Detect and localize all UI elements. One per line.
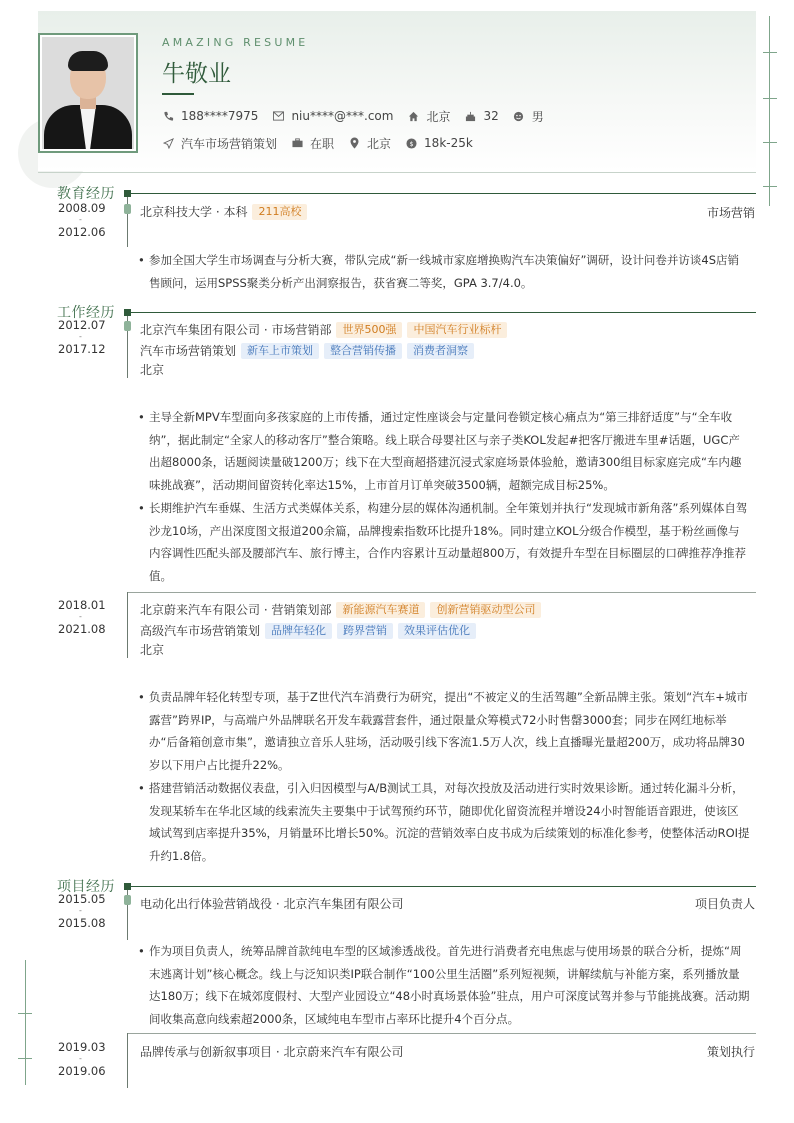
- decor-tick: [763, 98, 777, 99]
- date-start: 2008.09: [58, 201, 106, 215]
- timeline-node: [124, 321, 131, 331]
- project-title: 电动化出行体验营销战役 · 北京汽车集团有限公司: [140, 897, 404, 911]
- city-value: 北京: [426, 109, 451, 124]
- date-end: 2017.12: [58, 342, 106, 356]
- money-icon: [405, 137, 417, 149]
- section-divider: [131, 312, 756, 313]
- target-position-value: 汽车市场营销策划: [181, 136, 278, 151]
- timeline-node: [124, 895, 131, 905]
- work-position: [140, 342, 474, 359]
- work-bullet: • 长期维护汽车垂媒、生活方式类媒体关系，构建分层的媒体沟通机制。全年策划并执行“发现城市新角落”系列媒体自驾沙龙10场，产出深度图文报道200余篇，品牌搜索指数环比提升18%。同时建立KOL分级合作模型，基于粉丝画像与内容调性匹配头部及腰部汽车、旅行博主，合作内容累计互动量超800万，有效提升车型在目标圈层的口碑推荐净推荐值。: [138, 497, 750, 587]
- gender-value: 男: [531, 109, 544, 124]
- gender-item: [513, 108, 544, 125]
- position-name: 汽车市场营销策划: [140, 344, 237, 358]
- date-separator: -: [79, 906, 82, 915]
- position-tag: 新车上市策划: [241, 343, 319, 359]
- section-node: [124, 190, 131, 197]
- status-value: 在职: [310, 136, 335, 151]
- status-item: [291, 135, 334, 152]
- phone-value: 188****7975: [181, 109, 259, 123]
- salary-item: [405, 136, 473, 150]
- section-divider: [131, 886, 756, 887]
- decor-tick: [18, 1058, 32, 1059]
- entry-divider: [128, 1033, 756, 1034]
- decor-tick: [763, 52, 777, 53]
- job-intent-row: [162, 134, 487, 152]
- gender-icon: [513, 110, 525, 122]
- section-node: [124, 309, 131, 316]
- position-tag: 消费者洞察: [407, 343, 474, 359]
- date-end: 2015.08: [58, 916, 106, 930]
- age-value: 32: [483, 109, 499, 123]
- work-bullet: • 搭建营销活动数据仪表盘，引入归因模型与A/B测试工具，对每次投放及活动进行实时效果诊断。通过转化漏斗分析，发现某轿车在华北区域的线索流失主要集中于试驾预约环节，随即优化留资流程并增设24小时智能语音跟进，使该区域试驾到店率提升35%，月销量环比增长50%。沉淀的营销效率白皮书成为后续策划的标准化参考，使整体活动ROI提升约1.8倍。: [138, 777, 750, 867]
- location-icon: [348, 137, 360, 149]
- resume-tagline: AMAZING RESUME: [162, 36, 309, 49]
- contact-row: [162, 107, 558, 125]
- project-role: 策划执行: [706, 1045, 755, 1059]
- education-school: [140, 203, 307, 220]
- candidate-name: 牛敬业: [162, 61, 231, 87]
- work-company: [140, 601, 541, 618]
- education-bullet: • 参加全国大学生市场调查与分析大赛，带队完成“新一线城市家庭增换购汽车决策偏好”调研，设计问卷并访谈4S店销售顾问，运用SPSS聚类分析产出洞察报告，获省赛二等奖，GPA 3.7/4.0。: [138, 249, 750, 294]
- decor-tick: [763, 142, 777, 143]
- phone-item: [162, 109, 258, 123]
- section-title-education: 教育经历: [57, 186, 115, 202]
- send-icon: [162, 137, 174, 149]
- company-name: 北京蔚来汽车有限公司 · 营销策划部: [140, 603, 332, 617]
- date-start: 2015.05: [58, 892, 106, 906]
- profile-photo: [38, 33, 138, 153]
- company-tag: 创新营销驱动型公司: [430, 602, 541, 618]
- timeline-line: [127, 1033, 128, 1088]
- position-tag: 品牌年轻化: [265, 623, 332, 639]
- work-city: 北京: [140, 643, 165, 657]
- date-end: 2012.06: [58, 225, 106, 239]
- mail-icon: [272, 110, 284, 122]
- position-tag: 跨界营销: [337, 623, 393, 639]
- company-tag: 中国汽车行业标杆: [407, 322, 507, 338]
- home-icon: [407, 110, 419, 122]
- header-divider: [38, 172, 756, 173]
- target-position-item: [162, 135, 277, 152]
- company-name: 北京汽车集团有限公司 · 市场营销部: [140, 323, 332, 337]
- email-value: niu****@***.com: [291, 109, 394, 123]
- avatar: [42, 37, 134, 149]
- project-role: 项目负责人: [694, 897, 755, 911]
- position-tag: 整合营销传播: [324, 343, 402, 359]
- phone-icon: [162, 110, 174, 122]
- company-tag: 世界500强: [336, 322, 402, 338]
- work-bullet: • 负责品牌年轻化转型专项，基于Z世代汽车消费行为研究，提出“不被定义的生活驾趣”全新品牌主张。策划“汽车+城市露营”跨界IP，与高端户外品牌联名开发车载露营套件，通过限量众筹模式72小时售罄3000套；同步在网红地标举办“后备箱创意市集”，邀请独立音乐人驻场，活动吸引线下客流1.5万人次，线上直播曝光量超200万，成功将品牌30岁以下用户占比提升22%。: [138, 686, 750, 776]
- position-name: 高级汽车市场营销策划: [140, 624, 261, 638]
- work-company: [140, 321, 507, 338]
- school-name: 北京科技大学 · 本科: [140, 205, 248, 219]
- salary-value: 18k-25k: [424, 136, 473, 150]
- date-separator: -: [79, 332, 82, 341]
- date-separator: -: [79, 612, 82, 621]
- work-position: [140, 622, 476, 639]
- work-bullet: • 主导全新MPV车型面向多孩家庭的上市传播，通过定性座谈会与定量问卷锁定核心痛点为“第三排舒适度”与“全车收纳”，据此制定“全家人的移动客厅”整合策略。线上联合母婴社区与亲子类KOL发起#把客厅搬进车里#话题，UGC产出超8000条，话题阅读量破1200万；线下在大型商超搭建沉浸式家庭场景体验舱，邀请300组目标家庭完成“车内趣味挑战赛”，活动期间留资转化率达15%，上市首月订单突破3500辆，超额完成目标25%。: [138, 406, 750, 496]
- section-title-work: 工作经历: [57, 305, 115, 321]
- decor-right-line: [769, 16, 770, 206]
- date-start: 2018.01: [58, 598, 106, 612]
- section-title-projects: 项目经历: [57, 879, 115, 895]
- name-underline: [162, 93, 194, 95]
- date-separator: -: [79, 215, 82, 224]
- company-tag: 新能源汽车赛道: [336, 602, 425, 618]
- svg-text:$: $: [409, 139, 414, 148]
- position-tag: 效果评估优化: [398, 623, 476, 639]
- decor-tick: [18, 1013, 32, 1014]
- school-tag: 211高校: [252, 204, 307, 220]
- age-item: [464, 109, 498, 123]
- date-end: 2021.08: [58, 622, 106, 636]
- date-separator: -: [79, 1054, 82, 1063]
- briefcase-icon: [291, 137, 303, 149]
- city-item: [407, 108, 450, 125]
- decor-tick: [763, 186, 777, 187]
- education-major: 市场营销: [706, 206, 755, 220]
- timeline-line: [127, 592, 128, 658]
- cake-icon: [464, 110, 476, 122]
- project-bullet: • 作为项目负责人，统筹品牌首款纯电车型的区域渗透战役。首先进行消费者充电焦虑与使用场景的联合分析，提炼“周末逃离计划”核心概念。线上与泛知识类IP联合制作“100公里生活圈”系列短视频，讲解续航与补能方案，系列播放量达180万；线下在城郊度假村、大型产业园设立“48小时真场景体验”驻点，用户可深度试驾并参与节能挑战赛。活动期间收集高意向线索超2000条，区域纯电车型市占率环比提升4个百分点。: [138, 940, 750, 1030]
- email-item: [272, 109, 393, 123]
- section-node: [124, 883, 131, 890]
- work-city: 北京: [140, 363, 165, 377]
- timeline-node: [124, 204, 131, 214]
- target-city-item: [348, 135, 391, 152]
- entry-divider: [128, 592, 756, 593]
- project-title: 品牌传承与创新叙事项目 · 北京蔚来汽车有限公司: [140, 1045, 404, 1059]
- date-end: 2019.06: [58, 1064, 106, 1078]
- section-divider: [131, 193, 756, 194]
- date-start: 2019.03: [58, 1040, 106, 1054]
- decor-left-line: [25, 960, 26, 1085]
- target-city-value: 北京: [367, 136, 392, 151]
- date-start: 2012.07: [58, 318, 106, 332]
